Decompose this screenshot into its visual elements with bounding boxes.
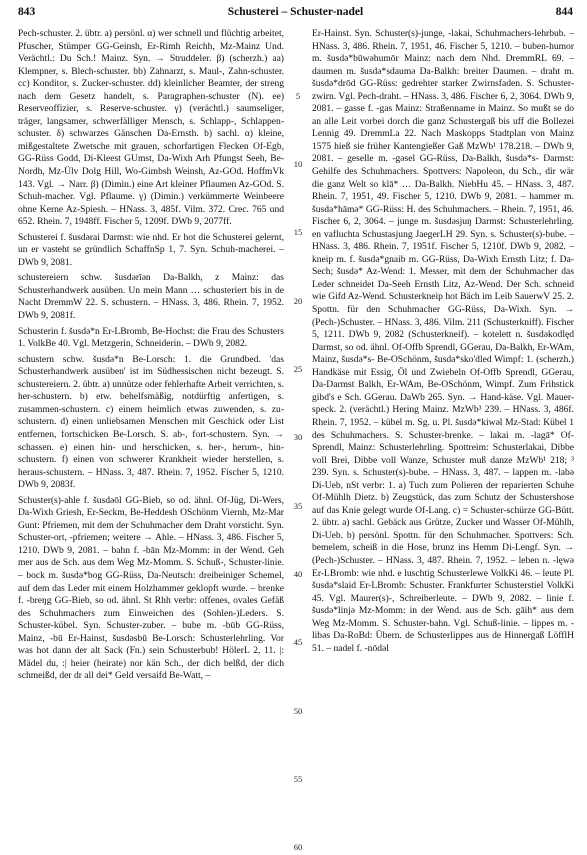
line-number: 25 [293,364,303,374]
line-number: 5 [295,91,301,101]
entry-paragraph: Pech-schuster. 2. übtr. a) persönl. α) wer schnell und flüchtig arbeitet, Pfuscher, Stümper GG-Geinsh, Er-Rimh Reichh, Mz-Mainz Und. Verächtl.: Du Sch.! Mainz. Syn. → Struddeler. β) (scherzh.) aa) Klempner, s. Blech-schuster. bb) Zahnarzt, s. Maul-, Zahn-schuster. cc) Konditor, s. Zucker-schuster. dd) kleinlicher Beamter, der streng nach dem Gesetz handelt, s. Paragraphen-schuster (N). ee) Reserveoffizier, s. Reserve-schuster. γ) (verächtl.) saumseliger, träger, langsamer, schwerfälliger Mensch, s. Schlapp-, Schlappen-schuster. δ) schwarzes Gänschen Da-Ernsth. b) sachl. α) kleine, mißgestaltete Zwetsche mit grauen, schorfartigen Flecken Of-Egb, GG-Rüss Godd, Di-Kleest GUmst, Da-Wixh Arh Pfungst Seeh, Be-Nordh, Mz-Ülv Dolg Hill, Wo-Gimbsh Weinsh, Az-GOd. HoffmVk 143. Vgl. → Narr. β) (Dimin.) eine Art kleiner Pflaumen Az-GOd. S. Schuh-macher. Vgl. Pflaume. γ) (Dimin.) verkümmerte Weinbeere ohne Kerne Az-Spiesh. – HNass. 3, 485f. Vilm. 372. Crec. 765 und 652. Rhein. 7, 1948ff. Fischer 5, 1209f. DWb 9, 2077ff. [18,28,284,228]
page-header [18,6,573,26]
line-number: 50 [293,706,303,716]
line-number: 45 [293,637,303,647]
line-number: 10 [293,159,303,169]
running-title: Schusterei – Schuster-nadel [227,6,364,18]
entry-paragraph: Er-Hainst. Syn. Schuster(s)-junge, -lakai, Schuhmachers-lehrbub. – HNass. 3, 486. Rhein. 7, 1951, 46. Fischer 5, 1210. – buben-humor m. šusdə*būwəhumōr Mainz: nach dem Nhd. DremmRL 69. – daumen m. šusdə*sdaumə Da-Balkh: breiter Daumen. – draht m. šusdə*drōd GG-Rüss: gedrehter starker Zwirnsfaden. S. Schuster-zwirn. Vgl. Pech-draht. – HNass. 3, 486. Fischer 6, 2, 3064. DWb 9, 2081. – gasse f. -gas Mainz: Straßenname in Mainz. So mußt se do an alle Leit vorbei dorch die ganz Schustergaß bis uff die Bollezei Lennig 49. DremmLa 22. Nach Maskopps Stadtplan von Mainz 1575 hieß sie früher Kantengießer Gaß MzWb¹ 178.218. – DWb 9, 2081. – geselle m. -gəsel GG-Rüss, Da-Balkh, šusdə*s- Darmst: Gehilfe des Schuhmachers. Spottvers: Napoleon, du Sch., dir wär die ganz Welt so klā* … Da-Balkh. NiebHu 45. – HNass. 3, 487. Rhein. 7, 1951, 49. Fischer 5, 1210. DWb 9, 2081. – hammer m. šusdə*hāmə* GG-Rüss: H. des Schuhmachers. – Rhein. 7, 1951, 46. Fischer 6, 2, 3064. – junge m. šusdəsjuŋ Darmst: Schusterlehrling. en vafluchta Schustasjung JaegerLH 29. Syn. s. Schuster(s)-bube. – HNass. 3, 486. Rhein. 7, 1951f. Fischer 5, 1210f. DWb 9, 2082. – kneip m. f. šusdə*gnaib m. GG-Rüss, Da-Wixh Ernsth Litz; f. Da-Sech; šusdə* Az-Wend: 1. Messer, mit dem der Schuhmacher das Leder schneidet Da-Seeh Ernsth Litz, Az-Wend. Der Sch. schneid wie Gifd Az-Wend. Schusterkneip hot Bäch im Leib SauerwV 25. 2. Spottn. für den Schuhmacher GG-Rüss, Da-Wixh. Syn. → (Pech-)Schuster. – HNass. 3, 486. Vilm. 211 (Schusterkniff). Fischer 5, 1211. DWb 9, 2082 (Schusterkneif). – kotelett n. šusdəkodlęd Darmst, so od. ähnl. Of-Offb Sprendl, GGerau, Da-Balkh, Er-WAm, Mainz, šusdə*s- Be-OSchönm, šusdə*sko'dled Wimpf: 1. (scherzh.) Handkäse mit Essig, Öl und Zwiebeln Of-Offb Sprendl, GGerau, Da-Darmst Balkh, Er-WAm, Be-OSchönm, Wimpf. Zum Frihstick gibd's e Sch. GGerau. DaWb 265. Syn. → Hand-käse. Vgl. Mauer-speck. 2. (verächtl.) Hering Mainz. MzWb³ 239. – HNass. 3, 486f. Rhein. 7, 1952. – kübel m. Sg. u. Pl. šusdə*kiwəl Mz-Stad: Kübel 1 des Schuhmachers. S. Schuster-brenke. – lakai m. -lagā* Of-Sprendl, Mainz: Schusterlehrling. Spottreim: Schusterlakai, Dibbe voll Brei, Dibbe voll Wanze, Schuster muß danze MzWb¹ 218; ³ 239. Syn. s. Schuster(s)-bube. – HNass. 3, 487. – lappen m. -labə Di-Ueb, nSt verbr: 1. a) Tuch zum Polieren der reparierten Schuhe Of-Mühlh Dietz. b) Zeugstück, das zum Schutz der Schustershose auf das Knie gelegt wurde Of-Lang. c) = Schuster-schürze GG-Bütt. 2. übtr. a) sachl. Gebäck aus Grütze, Zucker und Wasser Of-Mühlh, Di-Ueb. b) persönl. Spottn. für den Schuhmacher. Spottvers: Sch. bemelem, scheiß in die Hose, brunz ins Hemm Di-Lengf. Syn. → (Pech-)Schuster. – HNass. 3, 487. Rhein. 7, 1952. – leben n. -lęwə Er-LBromb: wie nhd. e luschtig Schusterlewe VolkKi 46. – leute Pl. šusdə*slaid Er-LBromb: Schuster. Frankfurter Schusterstiel VolkKi 45. Vgl. Maurer(s)-, Schreiberleute. – DWb 9, 2082. – linie f. šusdə*linjə Mz-Momm: in der Wend. aus de Sch. gāih* aus dem Weg Mz-Momm. S. Schuster-bahn. Vgl. Schuß-linie. – lippes m. -libəs Da-RoBd: Übern. de Schusterlippes aus de Hinnergaß LöfflH 51. – nadel f. -nōdəl [312,28,574,654]
left-column [18,28,284,686]
line-number: 40 [293,569,303,579]
entry-paragraph: schustereiern schw. šusdərīən Da-Balkh, z Mainz: das Schusterhandwerk ausüben. Un mein Mann … schusteriert bis in de Nacht DremmW 22. S. schustern. – HNass. 3, 486. Rhein. 7, 1952. DWb 9, 2081f. [18,272,284,322]
entry-paragraph: Schuster(s)-ahle f. šusdəōl GG-Bieb, so od. ähnl. Of-Jüg, Di-Wers, Da-Wixh Griesh, Er-Seckm, Be-Heddesh OSchönm Viernh, Mz-Mar Gunt: Pfriemen, mit dem der Schuhmacher dem Draht vorsticht. Syn. Schuster-ort, -pfriemen; weitere → Ahle. – HNass. 3, 486. Fischer 5, 1210. DWb 9, 2081. – bahn f. -bān Mz-Momm: in der Wend. Geh mer aus de Sch. aus dem Weg Mz-Momm. S. Schuß-, Schuster-linie. – bock m. šusdə*bog GG-Rüss, Da-Neutsch: dreibeiniger Schemel, auf dem das Leder mit einem Holzhammer geklopft wurde. – brenke f. -breŋg GG-Bieb, so od. ähnl. St Rhh verbr: offenes, ovales Gefäß des Schuhmachers zum Einweichen des (Sohlen-)Leders. S. Schuster-kübel. Syn. Schuster-zuber. – bube m. -būb GG-Rüss, Mainz, -bū Er-Hainst, šusdəsbū Be-Lorsch: Schusterlehrling. Vor was hot dann der alt Sack (Fn.) sein Schusterbub! HölerL 2, 11. |: Mädel du, :| heier (heirate) nor kän Sch., der dich belßd, der dich schmeißd, der dr all dei* Geld versaifd Be-Watt, – [18,494,284,682]
right-column [312,28,574,658]
line-number: 60 [293,842,303,852]
line-number: 30 [293,432,303,442]
entry-paragraph: Schusterin f. šusdə*n Er-LBromb, Be-Hochst: die Frau des Schusters 1. VolkBe 40. Vgl. Metzgerin, Schneiderin. – DWb 9, 2082. [18,325,284,350]
page-number-left: 843 [18,6,36,18]
line-number: 20 [293,296,303,306]
page-number-right: 844 [555,6,573,18]
entry-paragraph: Schusterei f. šusdərai Darmst: wie nhd. Er hot die Schusterei gelernt, un er vasteht se gründlich SchaffnSp 1, 7. Syn. Schuh-macherei. – DWb 9, 2081. [18,231,284,268]
line-number: 35 [293,501,303,511]
line-number: 55 [293,774,303,784]
line-number: 15 [293,227,303,237]
entry-paragraph: schustern schw. šusdə*n Be-Lorsch: 1. die Grundbed. 'das Schusterhandwerk ausüben' ist im Südhessischen nicht bezeugt. S. schustereiern. 2. übtr. a) unnütze oder fehlerhafte Arbeit verrichten, s. her-schustern. b) etw. behelfsmäßig, notdürftig anfertigen, s. zusammen-schustern. c) einem heimlich etwas zuwenden, s. zu-schustern. d) einen unliebsamen Menschen mit Geschick oder List entfernen, fortschicken Be-Lorsch. S. ab-, fort-schustern. Syn. → schassen. e) einen hin- und herschicken, s. her-, herum-, hin-schustern. f) einen von schwerer Krankheit wieder herstellen, s. heraus-schustern. – HNass. 3, 487. Rhein. 7, 1952. Fischer 5, 1210. DWb 9, 2083f. [18,353,284,491]
